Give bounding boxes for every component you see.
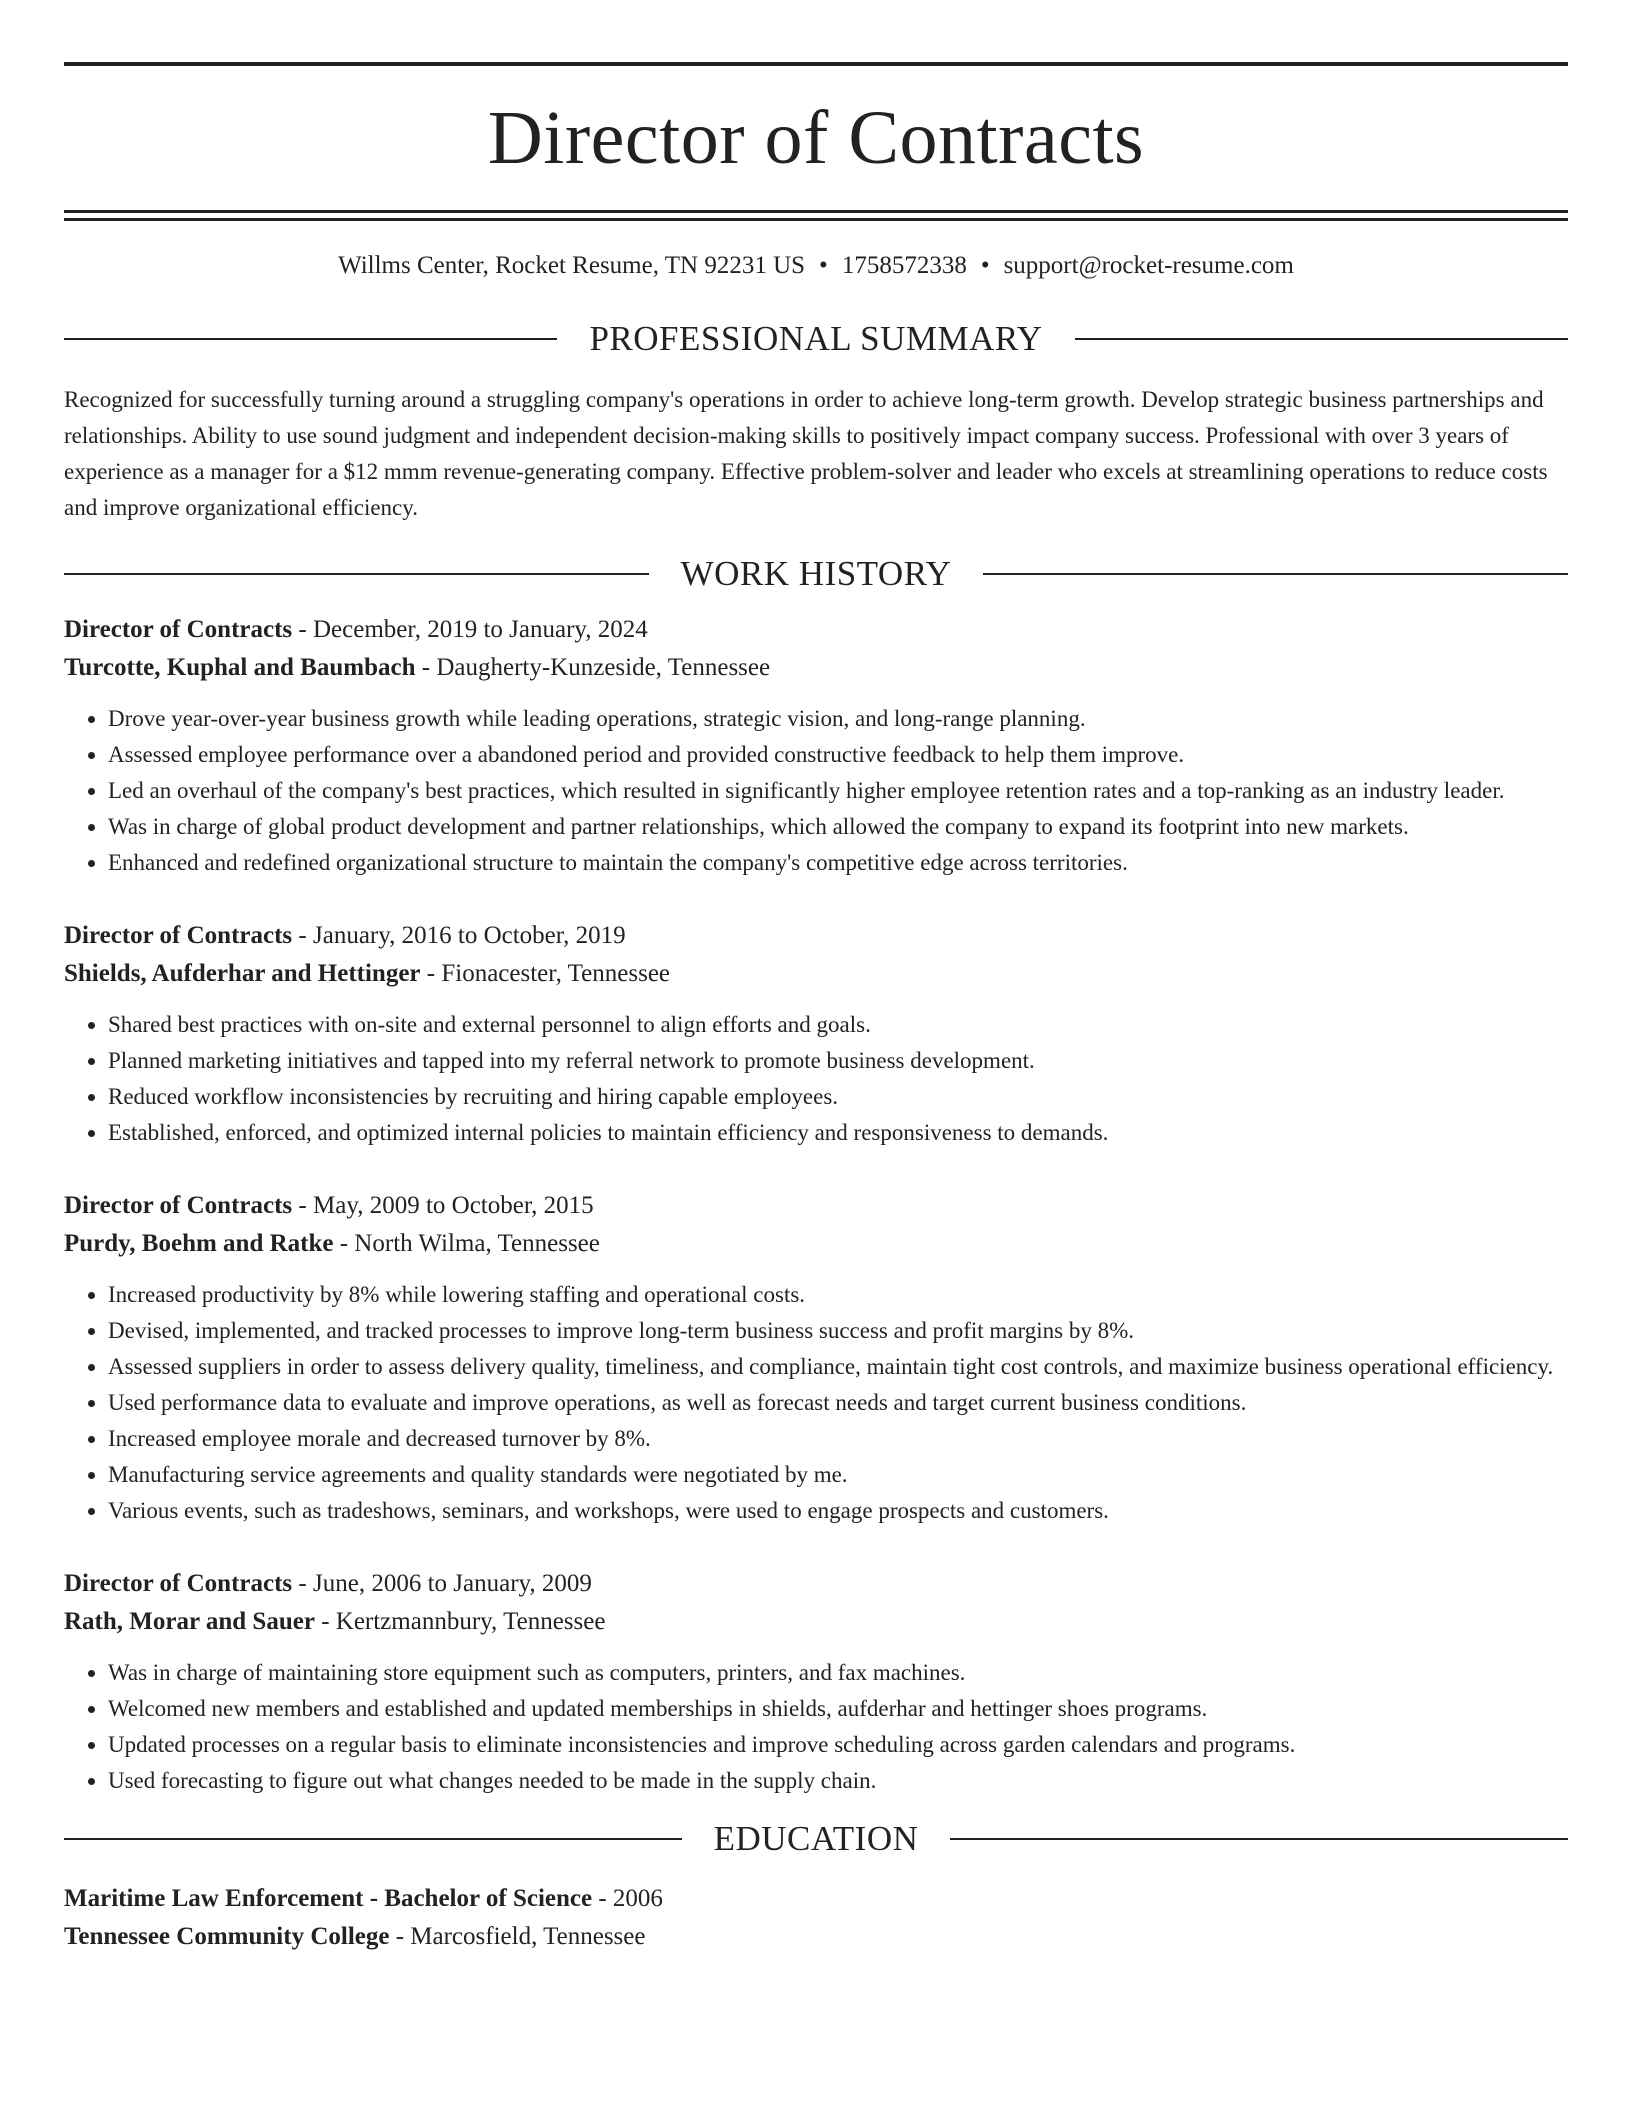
job-title: Director of Contracts bbox=[64, 1192, 293, 1219]
job-title: Director of Contracts bbox=[64, 616, 293, 643]
job-bullet: • Shared best practices with on-site and external personnel to align efforts and goals. bbox=[108, 1007, 1568, 1043]
job-dates: - December, 2019 to January, 2024 bbox=[292, 616, 648, 643]
job-company-line bbox=[64, 955, 1568, 993]
job-bullet: • Used forecasting to figure out what changes needed to be made in the supply chain. bbox=[108, 1763, 1568, 1799]
education-title: EDUCATION bbox=[713, 1819, 919, 1858]
job-bullets bbox=[64, 1655, 1568, 1799]
job-bullet: • Used performance data to evaluate and improve operations, as well as forecast needs and target current business conditions. bbox=[108, 1385, 1568, 1421]
job-bullet: • Established, enforced, and optimized internal policies to maintain efficiency and responsiveness to demands. bbox=[108, 1115, 1568, 1151]
heading-rule bbox=[64, 1838, 682, 1840]
school-location: - Marcosfield, Tennessee bbox=[389, 1923, 646, 1950]
education-entry bbox=[64, 1880, 1568, 1956]
job-bullet: • Assessed suppliers in order to assess delivery quality, timeliness, and compliance, maintain tight cost controls, and maximize business operational efficiency. bbox=[108, 1349, 1568, 1385]
job-dates: - May, 2009 to October, 2015 bbox=[292, 1192, 594, 1219]
job-title-line bbox=[64, 611, 1568, 649]
job-bullets bbox=[64, 701, 1568, 881]
job-bullet: • Various events, such as tradeshows, seminars, and workshops, were used to engage prospects and customers. bbox=[108, 1493, 1568, 1529]
job-location: - North Wilma, Tennessee bbox=[333, 1230, 600, 1257]
degree-year: - 2006 bbox=[592, 1885, 663, 1912]
job-bullet: • Led an overhaul of the company's best practices, which resulted in significantly higher employee retention rates and a top-ranking as an industry leader. bbox=[108, 773, 1568, 809]
job-company: Rath, Morar and Sauer bbox=[64, 1608, 315, 1635]
job-location: - Kertzmannbury, Tennessee bbox=[314, 1608, 606, 1635]
job-company: Shields, Aufderhar and Hettinger bbox=[64, 960, 421, 987]
job-title-line bbox=[64, 917, 1568, 955]
resume-name: Director of Contracts bbox=[487, 96, 1145, 180]
job-bullet: • Updated processes on a regular basis to eliminate inconsistencies and improve scheduling across garden calendars and programs. bbox=[108, 1727, 1568, 1763]
summary-text: Recognized for successfully turning around a struggling company's operations in order to achieve long-term growth. Develop strategic business partnerships and relationships. Ability to use sound judgment and independent decision-making skills to positively impact company success. Professional with over 3 years of experience as a manager for a $12 mmm revenue-generating company. Effective problem-solver and leader who excels at streamlining operations to reduce costs and improve organizational efficiency. bbox=[64, 387, 1548, 520]
heading-rule bbox=[64, 573, 649, 575]
heading-rule bbox=[983, 573, 1568, 575]
contact-phone: 1758572338 bbox=[841, 252, 967, 279]
education-heading bbox=[64, 1821, 1568, 1856]
summary-title: PROFESSIONAL SUMMARY bbox=[589, 319, 1043, 358]
work-title: WORK HISTORY bbox=[680, 554, 952, 593]
school-line bbox=[64, 1918, 1568, 1956]
job-title: Director of Contracts bbox=[64, 1570, 293, 1597]
job-company-line bbox=[64, 1225, 1568, 1263]
work-heading bbox=[64, 556, 1568, 591]
job-company: Purdy, Boehm and Ratke bbox=[64, 1230, 334, 1257]
job-bullet: • Welcomed new members and established and updated memberships in shields, aufderhar and hettinger shoes programs. bbox=[108, 1691, 1568, 1727]
job-bullet: • Was in charge of maintaining store equipment such as computers, printers, and fax machines. bbox=[108, 1655, 1568, 1691]
job-company-line bbox=[64, 1603, 1568, 1641]
heading-rule bbox=[950, 1838, 1568, 1840]
job-bullet: • Enhanced and redefined organizational structure to maintain the company's competitive edge across territories. bbox=[108, 845, 1568, 881]
job-entry bbox=[64, 1187, 1568, 1529]
job-bullet: • Devised, implemented, and tracked processes to improve long-term business success and profit margins by 8%. bbox=[108, 1313, 1568, 1349]
job-bullet: • Assessed employee performance over a abandoned period and provided constructive feedback to help them improve. bbox=[108, 737, 1568, 773]
degree-line bbox=[64, 1880, 1568, 1918]
summary-heading bbox=[64, 321, 1568, 356]
job-bullet: • Was in charge of global product development and partner relationships, which allowed the company to expand its footprint into new markets. bbox=[108, 809, 1568, 845]
job-dates: - June, 2006 to January, 2009 bbox=[292, 1570, 592, 1597]
job-bullets bbox=[64, 1007, 1568, 1151]
job-bullet: • Increased productivity by 8% while lowering staffing and operational costs. bbox=[108, 1277, 1568, 1313]
job-bullet: • Increased employee morale and decreased turnover by 8%. bbox=[108, 1421, 1568, 1457]
top-rule bbox=[64, 62, 1568, 66]
job-title-line bbox=[64, 1565, 1568, 1603]
contact-separator: • bbox=[819, 252, 828, 279]
job-bullet: • Drove year-over-year business growth while leading operations, strategic vision, and long-range planning. bbox=[108, 701, 1568, 737]
job-bullets bbox=[64, 1277, 1568, 1529]
heading-rule bbox=[64, 338, 557, 340]
job-bullet: • Planned marketing initiatives and tapped into my referral network to promote business development. bbox=[108, 1043, 1568, 1079]
job-bullet: • Manufacturing service agreements and quality standards were negotiated by me. bbox=[108, 1457, 1568, 1493]
contact-email: support@rocket-resume.com bbox=[1003, 252, 1294, 279]
double-rule bbox=[64, 210, 1568, 221]
job-dates: - January, 2016 to October, 2019 bbox=[292, 922, 626, 949]
contact-separator: • bbox=[980, 252, 990, 279]
job-location: - Fionacester, Tennessee bbox=[420, 960, 671, 987]
job-bullet: • Reduced workflow inconsistencies by recruiting and hiring capable employees. bbox=[108, 1079, 1568, 1115]
job-entry bbox=[64, 917, 1568, 1151]
job-entry bbox=[64, 1565, 1568, 1799]
job-title-line bbox=[64, 1187, 1568, 1225]
heading-rule bbox=[1075, 338, 1568, 340]
job-title: Director of Contracts bbox=[64, 922, 293, 949]
job-location: - Daugherty-Kunzeside, Tennessee bbox=[415, 654, 771, 681]
school-name: Tennessee Community College bbox=[64, 1923, 390, 1950]
job-company-line bbox=[64, 649, 1568, 687]
work-history-list bbox=[64, 611, 1568, 1799]
job-entry bbox=[64, 611, 1568, 881]
contact-address: Willms Center, Rocket Resume, TN 92231 US bbox=[338, 252, 806, 279]
job-company: Turcotte, Kuphal and Baumbach bbox=[64, 654, 416, 681]
contact-line bbox=[64, 251, 1568, 281]
degree: Maritime Law Enforcement - Bachelor of Science bbox=[64, 1885, 593, 1912]
